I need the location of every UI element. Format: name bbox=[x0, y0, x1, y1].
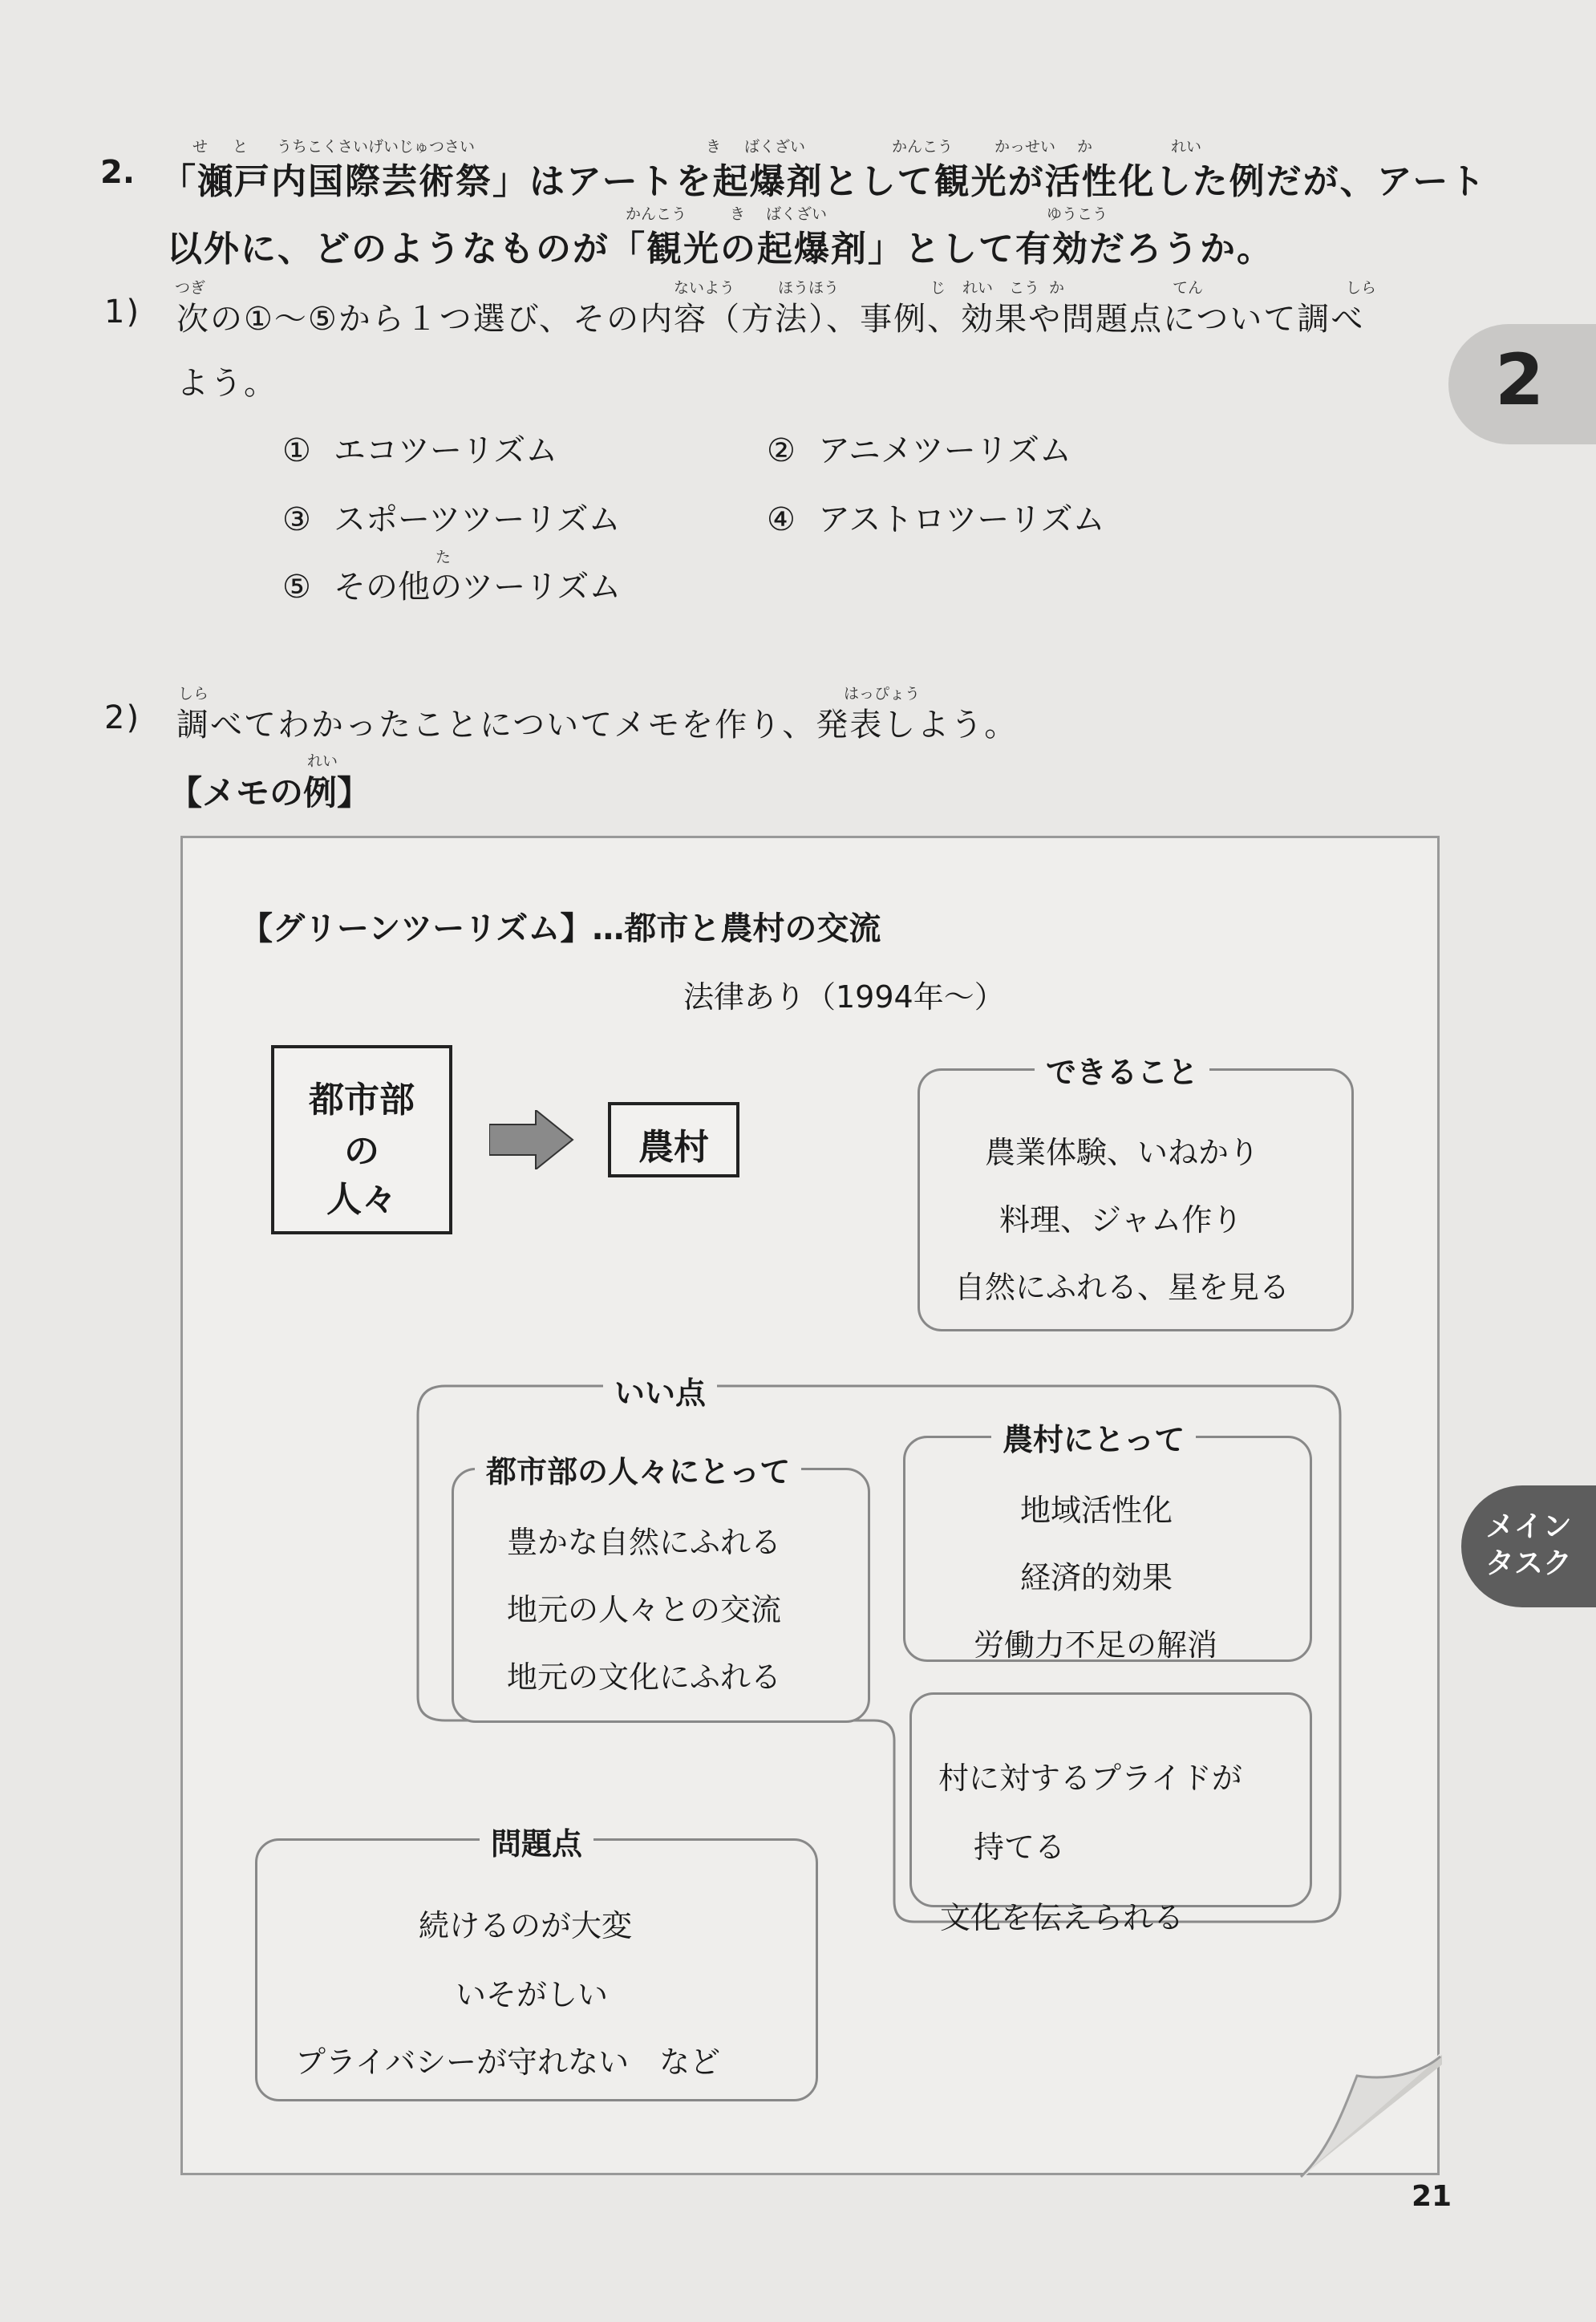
option-2: ② アニメツーリズム bbox=[767, 432, 1071, 469]
can-do-label: できること bbox=[1035, 1048, 1209, 1092]
sub1-number: 1) bbox=[104, 294, 141, 330]
folded-corner-icon bbox=[1299, 2052, 1442, 2178]
page-number: 21 bbox=[1412, 2180, 1452, 2213]
question-ruby-line1: せ と うちこくさいげいじゅつさい き ばくざい かんこう かっせい か れい bbox=[192, 138, 1202, 156]
village-benefit-label: 農村にとって bbox=[991, 1415, 1196, 1459]
question-number: 2. bbox=[100, 154, 136, 191]
pride-box bbox=[909, 1692, 1312, 1907]
city-benefit-item: 地元の人々との交流 bbox=[507, 1592, 782, 1627]
problem-item: いそがしい bbox=[456, 1977, 609, 2012]
memo-title: 【グリーンツーリズム】…都市と農村の交流 bbox=[241, 910, 881, 947]
arrow-right-icon bbox=[489, 1110, 574, 1169]
pride-item: 文化を伝えられる bbox=[940, 1900, 1185, 1935]
sub2-number: 2) bbox=[104, 699, 141, 736]
main-task-tab[interactable]: メイン タスク bbox=[1461, 1485, 1596, 1607]
question-line2: 以外に、どのようなものが「観光の起爆剤」として有効だろうか。 bbox=[167, 229, 1274, 269]
good-points-label: いい点 bbox=[603, 1368, 717, 1412]
sub1-ruby: つぎ ないよう ほうほう じ れい こう か てん しら bbox=[175, 279, 1377, 297]
sub2-line1: 調べてわかったことについてメモを作り、発表しよう。 bbox=[176, 707, 1019, 744]
can-do-item: 農業体験、いねかり bbox=[985, 1135, 1260, 1170]
option-5-ruby: た bbox=[435, 549, 452, 566]
option-1: ① エコツーリズム bbox=[282, 432, 558, 469]
city-benefit-item: 豊かな自然にふれる bbox=[507, 1525, 782, 1560]
chapter-tab[interactable]: 2 bbox=[1448, 324, 1596, 444]
pride-item: 持てる bbox=[974, 1830, 1066, 1865]
village-benefit-item: 経済的効果 bbox=[1020, 1560, 1173, 1595]
city-people-box: 都市部 の 人々 bbox=[271, 1045, 452, 1234]
problem-item: 続けるのが大変 bbox=[419, 1908, 633, 1943]
pride-item: 村に対するプライドが bbox=[938, 1761, 1242, 1796]
sub1-line1: 次の①～⑤から１つ選び、その内容（方法）、事例、効果や問題点について調べ bbox=[176, 301, 1365, 338]
memo-subtitle: 法律あり（1994年～） bbox=[683, 979, 1005, 1015]
option-5: ⑤ その他のツーリズム bbox=[282, 569, 622, 606]
can-do-item: 自然にふれる、星を見る bbox=[954, 1270, 1290, 1305]
memo-heading-ruby: れい bbox=[307, 752, 338, 770]
sub1-line2: よう。 bbox=[176, 365, 277, 402]
question-ruby-line2: かんこう き ばくざい ゆうこう bbox=[626, 205, 1108, 223]
memo-heading: 【メモの例】 bbox=[168, 773, 371, 812]
village-benefit-item: 地域活性化 bbox=[1020, 1493, 1173, 1528]
city-benefit-item: 地元の文化にふれる bbox=[507, 1659, 782, 1695]
problems-label: 問題点 bbox=[480, 1819, 593, 1863]
village-benefit-item: 労働力不足の解消 bbox=[974, 1627, 1218, 1663]
can-do-item: 料理、ジャム作り bbox=[999, 1202, 1243, 1238]
question-line1: 「瀬戸内国際芸術祭」はアートを起爆剤として観光が活性化した例だが、アート bbox=[160, 161, 1487, 202]
sub2-ruby: しら はっぴょう bbox=[178, 685, 921, 703]
village-box: 農村 bbox=[608, 1102, 739, 1177]
option-3: ③ スポーツツーリズム bbox=[282, 501, 621, 538]
problem-item: プライバシーが守れない など bbox=[295, 2044, 721, 2080]
city-benefit-label: 都市部の人々にとって bbox=[475, 1447, 801, 1491]
option-4: ④ アストロツーリズム bbox=[767, 501, 1105, 538]
